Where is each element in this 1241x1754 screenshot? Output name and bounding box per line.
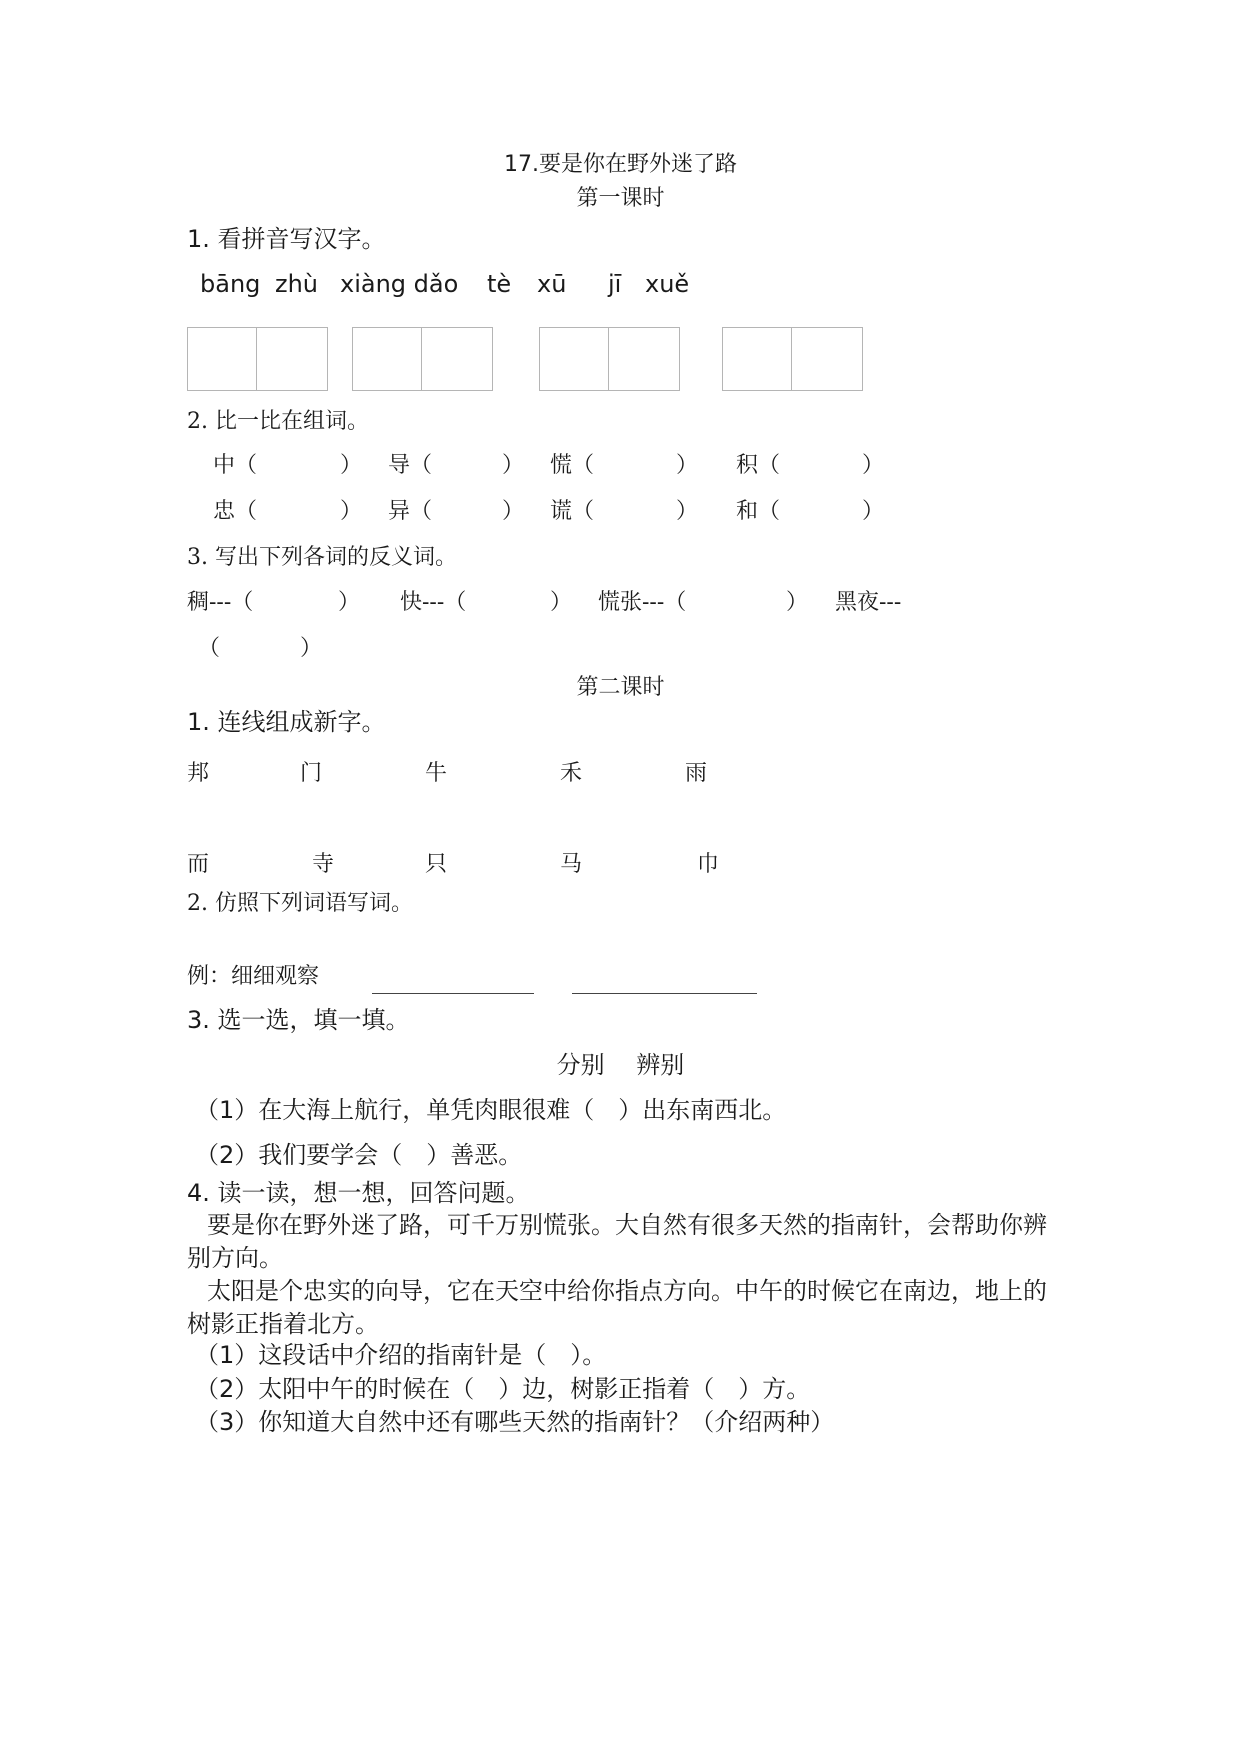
compare-close: ）: [340, 453, 363, 478]
answer-line-2[interactable]: [572, 993, 757, 994]
connect-char[interactable]: 邦: [187, 761, 210, 786]
antonym-open: （: [198, 636, 221, 661]
l1-q1-title: 1. 看拼音写汉字。: [187, 225, 386, 253]
word-options: 分别 辨别: [556, 1051, 685, 1079]
lesson2-heading: 第二课时: [576, 675, 665, 700]
antonym-item: 黑夜---: [835, 590, 902, 615]
compare-char: 谎（: [550, 499, 595, 524]
char-box-group-3: [539, 327, 680, 391]
compare-close: ）: [340, 499, 363, 524]
connect-char[interactable]: 马: [560, 852, 583, 877]
compare-close: ）: [502, 453, 525, 478]
connect-char[interactable]: 雨: [685, 761, 708, 786]
l1-q3-title: 3. 写出下列各词的反义词。: [187, 545, 457, 570]
connect-char[interactable]: 寺: [312, 852, 335, 877]
page-title: 17.要是你在野外迷了路: [504, 152, 737, 177]
l1-q2-title: 2. 比一比在组词。: [187, 409, 369, 434]
antonym-close: ）: [550, 590, 573, 615]
connect-char[interactable]: 巾: [697, 852, 720, 877]
question-item-2: （2）太阳中午的时候在（ ）边，树影正指着（ ）方。: [195, 1375, 811, 1403]
char-box[interactable]: [792, 327, 863, 391]
l2-q2-title: 2. 仿照下列词语写词。: [187, 891, 413, 916]
char-box-group-1: [187, 327, 328, 391]
char-box[interactable]: [609, 327, 680, 391]
antonym-item: 慌张---（: [598, 590, 687, 615]
antonym-item: 快---（: [400, 590, 467, 615]
compare-char: 异（: [388, 499, 433, 524]
connect-char[interactable]: 只: [425, 852, 448, 877]
l2-q3-title: 3. 选一选，填一填。: [187, 1006, 410, 1034]
pinyin-4: tè: [487, 270, 512, 298]
compare-char: 和（: [736, 499, 781, 524]
pinyin-1: bāng: [200, 270, 261, 298]
char-box[interactable]: [422, 327, 493, 391]
pinyin-6: jī: [608, 270, 622, 298]
pinyin-7: xuě: [645, 270, 690, 298]
fill-item-1: （1）在大海上航行，单凭肉眼很难（ ）出东南西北。: [195, 1096, 787, 1124]
compare-close: ）: [862, 499, 885, 524]
fill-item-2: （2）我们要学会（ ）善恶。: [195, 1141, 523, 1169]
compare-char: 忠（: [213, 499, 258, 524]
antonym-close: ）: [786, 590, 809, 615]
lesson1-heading: 第一课时: [576, 186, 665, 211]
antonym-item: 稠---（: [187, 590, 254, 615]
connect-char[interactable]: 牛: [425, 761, 448, 786]
pinyin-5: xū: [537, 270, 567, 298]
connect-char[interactable]: 禾: [560, 761, 583, 786]
char-box[interactable]: [539, 327, 609, 391]
antonym-close: ）: [300, 636, 323, 661]
example-text: 例：细细观察: [187, 964, 320, 989]
compare-char: 导（: [388, 453, 433, 478]
compare-close: ）: [862, 453, 885, 478]
connect-char[interactable]: 而: [187, 852, 210, 877]
antonym-close: ）: [338, 590, 361, 615]
l2-q4-title: 4. 读一读，想一想，回答问题。: [187, 1179, 530, 1207]
reading-paragraph-1: 要是你在野外迷了路，可千万别慌张。大自然有很多天然的指南针，会帮助你辨别方向。: [187, 1211, 1047, 1272]
answer-line-1[interactable]: [372, 993, 534, 994]
l2-q1-title: 1. 连线组成新字。: [187, 708, 386, 736]
char-box[interactable]: [187, 327, 257, 391]
char-box[interactable]: [352, 327, 422, 391]
char-box[interactable]: [257, 327, 328, 391]
char-box-group-4: [722, 327, 863, 391]
pinyin-3: xiàng dǎo: [340, 270, 459, 298]
char-box-group-2: [352, 327, 493, 391]
question-item-1: （1）这段话中介绍的指南针是（ ）。: [195, 1341, 607, 1369]
compare-close: ）: [676, 499, 699, 524]
connect-char[interactable]: 门: [300, 761, 323, 786]
question-item-3: （3）你知道大自然中还有哪些天然的指南针？（介绍两种）: [195, 1408, 835, 1436]
compare-close: ）: [676, 453, 699, 478]
compare-char: 中（: [213, 453, 258, 478]
compare-close: ）: [502, 499, 525, 524]
reading-paragraph-2: 太阳是个忠实的向导，它在天空中给你指点方向。中午的时候它在南边，地上的树影正指着北方。: [187, 1277, 1047, 1338]
compare-char: 慌（: [550, 453, 595, 478]
pinyin-2: zhù: [275, 270, 319, 298]
char-box[interactable]: [722, 327, 792, 391]
compare-char: 积（: [736, 453, 781, 478]
